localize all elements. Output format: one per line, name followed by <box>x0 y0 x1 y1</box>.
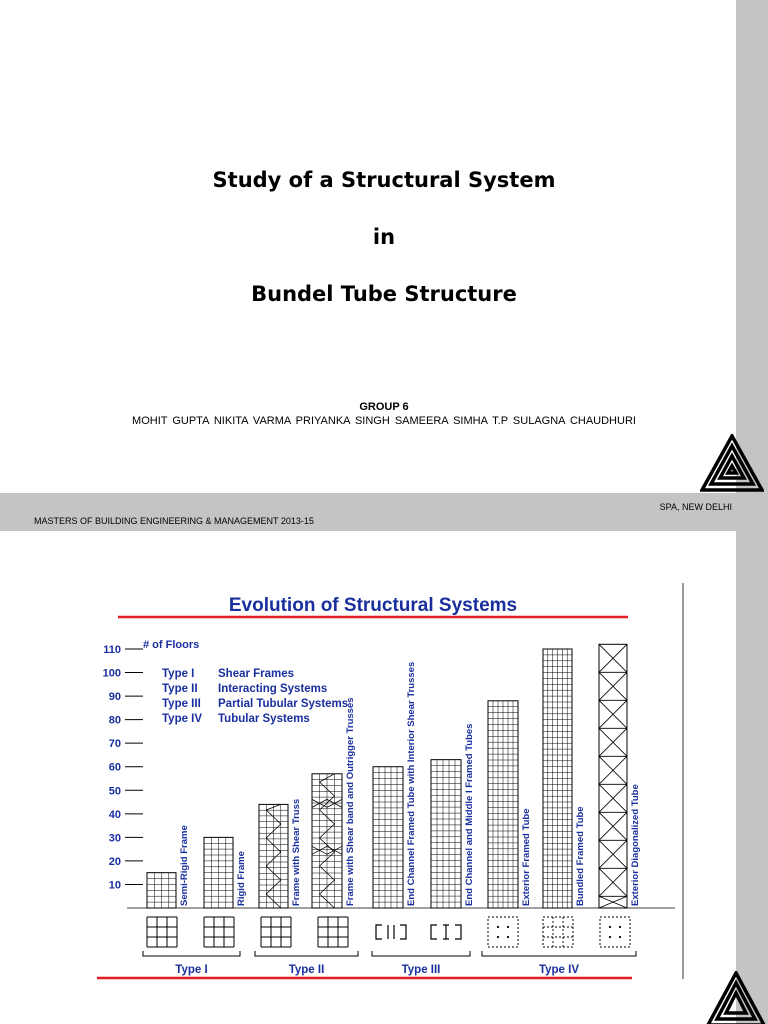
bar-8 <box>543 649 586 908</box>
title-line-3: Bundel Tube Structure <box>251 282 517 306</box>
legend-desc-4: Tubular Systems <box>218 713 310 725</box>
plan-1 <box>147 917 177 947</box>
chart-title: Evolution of Structural Systems <box>228 595 518 616</box>
bar-4 <box>312 697 356 908</box>
bar-3 <box>259 799 302 908</box>
group-bracket-2 <box>255 951 358 956</box>
plan-6 <box>431 925 461 939</box>
plan-2 <box>204 917 234 947</box>
legend-desc-1: Shear Frames <box>218 668 295 680</box>
y-tick-label-20: 20 <box>108 855 121 868</box>
group-members: MOHIT GUPTA NIKITA VARMA PRIYANKA SINGH SAMEERA SIMHA T.P SULAGNA CHAUDHURI <box>132 415 636 427</box>
bar-label-2: Rigid Frame <box>236 851 247 906</box>
legend-type-3: Type III <box>162 698 201 710</box>
legend-type-1: Type I <box>162 668 195 680</box>
bar-label-5: End Channel Framed Tube with Interior Shear Trusses <box>406 661 417 906</box>
bar-label-4: Frame with Shear band and Outrigger Trusses <box>345 697 356 906</box>
y-tick-label-10: 10 <box>108 879 121 892</box>
y-tick-label-80: 80 <box>108 714 121 727</box>
title-line-2: in <box>372 225 396 249</box>
side-strip-2 <box>736 531 768 1024</box>
group-bracket-1 <box>143 951 240 956</box>
plan-5 <box>376 925 406 939</box>
y-tick-label-30: 30 <box>108 832 121 845</box>
plan-8 <box>543 917 573 947</box>
bar-5 <box>373 662 417 908</box>
legend-desc-3: Partial Tubular Systems <box>218 698 349 710</box>
structural-systems-chart <box>0 531 700 1001</box>
footer-program: MASTERS OF BUILDING ENGINEERING & MANAGEMENT 2013-15 <box>34 516 314 526</box>
bar-label-6: End Channel and Middle I Framed Tubes <box>464 723 475 906</box>
footer-bar <box>0 493 736 531</box>
bar-6 <box>431 724 475 908</box>
y-tick-label-110: 110 <box>103 644 121 656</box>
y-tick-label-100: 100 <box>102 667 121 680</box>
bar-7 <box>488 701 532 908</box>
title-line-1: Study of a Structural System <box>212 168 556 192</box>
group-label-1: Type I <box>175 964 208 976</box>
group-label-2: Type II <box>288 964 325 976</box>
y-axis-label: # of Floors <box>143 639 200 651</box>
bar-label-9: Exterior Diagonalized Tube <box>630 784 641 906</box>
plan-7 <box>488 917 518 947</box>
y-tick-label-90: 90 <box>108 691 121 704</box>
group-label-3: Type III <box>401 964 441 976</box>
legend-type-4: Type IV <box>162 713 203 725</box>
group-bracket-3 <box>372 951 470 956</box>
bar-label-7: Exterior Framed Tube <box>521 808 532 906</box>
bar-1 <box>147 825 190 908</box>
y-tick-label-60: 60 <box>108 761 121 774</box>
plan-4 <box>318 917 348 947</box>
spa-logo-icon <box>700 434 764 492</box>
group-label-4: Type IV <box>538 964 580 976</box>
bar-label-1: Semi-Rigid Frame <box>179 825 190 906</box>
y-tick-label-70: 70 <box>108 738 121 751</box>
legend-desc-2: Interacting Systems <box>218 683 328 695</box>
plan-3 <box>261 917 291 947</box>
bar-outline-6 <box>431 760 461 908</box>
bar-label-8: Bundled Framed Tube <box>575 806 586 906</box>
footer-institution: SPA, NEW DELHI <box>659 502 732 512</box>
bar-9 <box>599 644 641 908</box>
y-tick-label-50: 50 <box>108 785 121 798</box>
chart-slide <box>0 531 768 1024</box>
bar-label-3: Frame with Shear Truss <box>291 798 302 906</box>
bar-2 <box>204 837 247 908</box>
spa-logo-icon-2 <box>706 971 766 1024</box>
group-bracket-4 <box>482 951 636 956</box>
plan-9 <box>600 917 630 947</box>
legend-type-2: Type II <box>162 683 198 695</box>
y-tick-label-40: 40 <box>108 808 121 821</box>
group-label: GROUP 6 <box>359 401 409 413</box>
